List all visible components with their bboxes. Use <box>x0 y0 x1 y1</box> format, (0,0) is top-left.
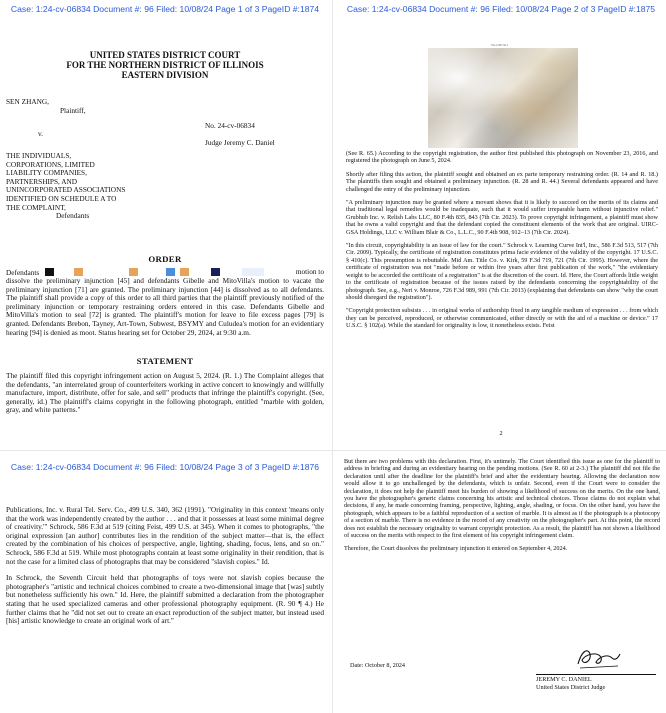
court-line: UNITED STATES DISTRICT COURT <box>89 50 241 60</box>
redaction-block <box>166 268 175 276</box>
order-line-end: motion to <box>295 267 324 276</box>
redaction-block <box>180 268 189 276</box>
page-1 <box>0 0 330 440</box>
page-divider-vertical <box>332 0 333 713</box>
defendants-line: IDENTIFIED ON SCHEDULE A TO <box>6 193 117 203</box>
signature-line <box>536 674 656 675</box>
defendants-line: PARTNERSHIPS, AND <box>6 176 78 186</box>
page-4-body <box>344 458 660 553</box>
page-3-body <box>6 506 324 626</box>
defendants-line: THE COMPLAINT, <box>6 202 66 212</box>
defendants-role: Defendants <box>56 211 90 221</box>
court-line: FOR THE NORTHERN DISTRICT OF ILLINOIS <box>66 60 264 70</box>
statement-paragraph: The plaintiff filed this copyright infringement action on August 5, 2024. (R. 1.) The Complaint alleges that the defendants, "an interrelated group of counterfeiters working in active concert to knowingly and willfully manufacture, import, distribute, offer for sale, and sell" products that infringe the plaintiff's copyright. (See, generally, id.) The plaintiff's claims copyright in the following photograph, entitled "marble with golden, gray, and white patterns." <box>6 371 324 415</box>
paragraph: "Copyright protection subsists . . . in original works of authorship fixed in any tangible medium of expression . . . from which they can be perceived, reproduced, or otherwise communicated, either directly or with the aid of a machine or device." 17 U.S.C. § 102(a). While the standard for originality is low, it nonetheless exists. Feist <box>346 307 658 330</box>
paragraph: Therefore, the Court dissolves the preliminary injunction it entered on September 4, 2024. <box>344 545 568 553</box>
page-divider-horizontal <box>0 450 666 451</box>
photo-caption: VA 2-397-911 <box>491 43 508 47</box>
judge-name: JEREMY C. DANIEL <box>536 676 592 683</box>
judge-title: United States District Judge <box>536 684 606 691</box>
defendants-line: CORPORATIONS, LIMITED <box>6 159 95 169</box>
defendants-caption <box>6 152 166 221</box>
redaction-block <box>74 268 83 276</box>
paragraph: "A preliminary injunction may be granted where a movant shows that it is likely to succeed on the merits of its claims and that traditional legal remedies would be inadequate, such that it would suffer irreparable harm without injunctive relief." Grubhub Inc. v. Relish Labs LLC, 80 F.4th 835, 843 (7th Cir. 2023). To prove copyright infringement, a plaintiff must show that he owns a valid copyright and that the defendant copied the constituent elements of the work that are original. UIRC-GSA Holdings, LLC v. William Blair & Co., L.L.C., 90 F.4th 908, 912–13 (7th Cir. 2024). <box>346 199 658 236</box>
plaintiff-role: Plaintiff, <box>60 106 86 115</box>
case-header: Case: 1:24-cv-06834 Document #: 96 Filed: 10/08/24 Page 3 of 3 PageID #:1876 <box>10 462 320 472</box>
order-line-start: Defendants <box>6 268 40 277</box>
redaction-block <box>45 268 54 276</box>
paragraph: (See R. 65.) According to the copyright registration, the author first published this photograph on November 23, 2016, and registered the photograph on June 5, 2024. <box>346 150 658 165</box>
page-4 <box>336 456 666 713</box>
plaintiff-name: SEN ZHANG, <box>6 97 49 106</box>
defendants-line: THE INDIVIDUALS, <box>6 151 72 160</box>
order-date: Date: October 8, 2024 <box>350 662 405 669</box>
statement-heading: STATEMENT <box>136 356 194 366</box>
page-number: 2 <box>499 430 503 437</box>
court-line: EASTERN DIVISION <box>121 70 209 80</box>
court-caption <box>0 50 330 80</box>
case-header: Case: 1:24-cv-06834 Document #: 96 Filed: 10/08/24 Page 1 of 3 PageID #:1874 <box>10 4 320 14</box>
order-heading: ORDER <box>148 254 182 264</box>
redaction-block <box>211 268 220 276</box>
paragraph: Shortly after filing this action, the plaintiff sought and obtained an ex parte temporary restraining order. (R. 14 and R. 18.) The plaintiffs then sought and obtained a preliminary injunction. (R. 28 and R. 44.) Several defendants appeared and have challenged the entry of the preliminary injunction. <box>346 170 658 193</box>
paragraph: In Schrock, the Seventh Circuit held that photographs of toys were not slavish copies because the photographer's "artistic and technical choices combined to create a two-dimensional image that [was] subtly but nonetheless sufficiently his own." Id. Here, the plaintiff submitted a declaration from the photographer stating that he used specialized cameras and other professional photography equipment. (R. 90 ¶ 4.) He further claims that he "did not set out to create an exact reproduction of the subject matter, but instead used [his] artistic knowledge to create an original work of art." <box>6 573 324 626</box>
case-header: Case: 1:24-cv-06834 Document #: 96 Filed: 10/08/24 Page 2 of 3 PageID #:1875 <box>346 4 656 14</box>
judge-signature <box>574 644 624 672</box>
defendants-line: UNINCORPORATED ASSOCIATIONS <box>6 185 126 195</box>
order-body: dissolve the preliminary injunction [45] and defendants Gibelle and MitoVilla's motion to vacate the preliminary injunction [71] are granted. The preliminary injunction [44] is dissolved as to all defendants. The plaintiff shall provide a copy of this order to all third parties that the plaintiff previously notified of the preliminary injunction or temporary restraining orders entered in this case. Defendants Gibelle and MitoVilla's motion to seal [72] is granted. The plaintiff's motion for leave to file excess pages [79] is granted. Defendants Brebon, Tayney, Art-Town, Subwest, BSYMY and Culudea's motion for an evidentiary hearing [94] is denied as moot. Status hearing set for October 29, 2024, at 9:30 a.m. <box>6 276 324 337</box>
paragraph: Publications, Inc. v. Rural Tel. Serv. Co., 499 U.S. 340, 362 (1991). "Originality in this context 'means only that the work was independently created by the author . . . and that it possesses at least some minimal degree of creativity.'" Schrock, 586 F.3d at 519 (citing Feist, 499 U.S. at 345). When it comes to photographs, "the original expression [an author] contributes lies in the rendition of the subject matter—that is, the effect created by the combination of his choices of perspective, angle, lighting, shading, focus, lens, and so on." Schrock, 586 F.3d at 519. While most photographs contain at least some originality in their rendition, that is not the case for a limited class of photographs that may be considered "slavish copies." Id. <box>6 505 324 566</box>
order-paragraph <box>6 268 324 337</box>
page-2 <box>336 0 666 440</box>
page-3 <box>0 456 330 713</box>
redaction-block <box>242 268 264 276</box>
judge-assignment: Judge Jeremy C. Daniel <box>205 138 275 147</box>
case-number: No. 24-cv-06834 <box>205 121 255 130</box>
redaction-block <box>129 268 138 276</box>
page-2-body <box>346 150 658 336</box>
marble-photograph <box>428 48 578 148</box>
versus: v. <box>38 129 43 138</box>
paragraph: "In this circuit, copyrightability is an issue of law for the court." Schrock v. Learning Curve Int'l, Inc., 586 F.3d 513, 517 (7th Cir. 2009). Typically, the certificate of registration constitutes prima facie evidence of the validity of the copyright. 17 U.S.C. § 410(c). This presumption is rebuttable. Mid Am. Title Co. v. Kirk, 59 F.3d 719, 721 (7th Cir. 1995). However, where the certificate of registration was not "made before or within five years after first publication of the work," "the evidentiary weight to be accorded the certificate of a registration" is at the discretion of the court. Id. Here, the Court affords little weight to the certificate of registration because of the issues raised by the defendants concerning the copyrightability of the photograph. See, e.g., Neri v. Monroe, 726 F.3d 989, 991 (7th Cir. 2013) (explaining that defendants can show "why the court should disregard the registration"). <box>346 242 658 301</box>
defendants-line: LIABILITY COMPANIES, <box>6 168 87 178</box>
paragraph: But there are two problems with this declaration. First, it's untimely. The Court identified this issue as one for the plaintiff to address in briefing and during an evidentiary hearing on the pending motions. (See R. 60 at 2-3.) The plaintiff did not file the declaration until after the deadline for the plaintiff's brief and after the evidentiary hearing. Allowing the declaration now would allow it to go unchallenged by the defendants, which is unfair. Second, even if the Court were to consider the declaration, it does not help the plaintiff meet his burden of showing a likelihood of success on the merits. On the one hand, you have the photographer's generic claims concerning his artistic and technical choices. Those claims do not explain what decisions, if any, he made concerning framing, perspective, lighting, angle, shading, or focus. On the other hand, you have the photograph, which appears to be a faithful reproduction of a section of marble. It is almost as if the photograph is a photocopy of a section of marble. There is no evidence in the record of any creativity on the photographer's part. At this point, the record does not establish the necessary originality to warrant copyright protection. As a result, the plaintiff has not shown a likelihood of success on the merits with respect to the first element of his copyright infringement claim. <box>344 458 660 540</box>
